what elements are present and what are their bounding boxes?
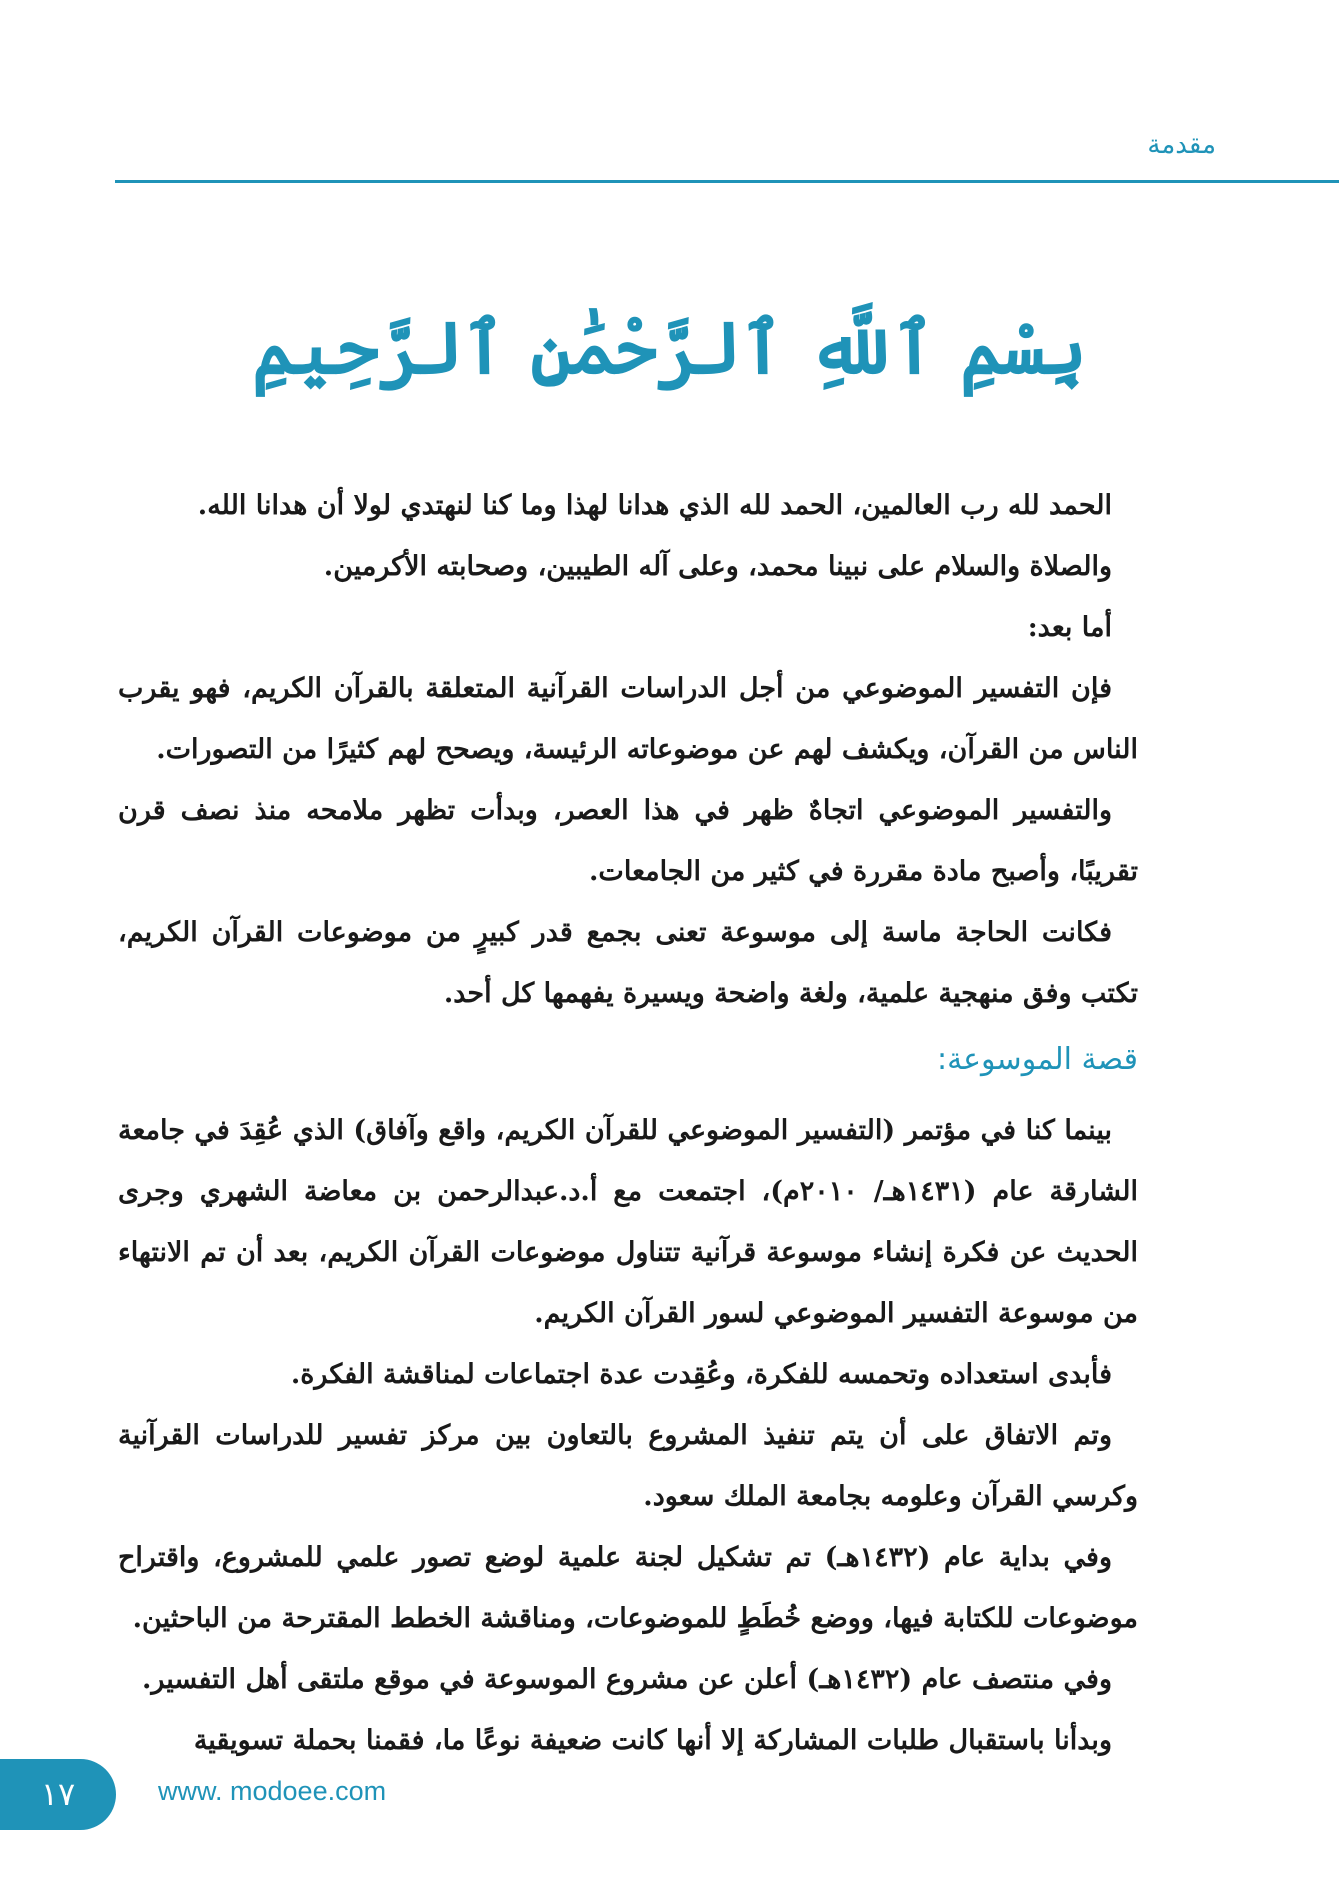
header-divider [115,180,1339,183]
intro-paragraph-3: أما بعد: [1027,612,1112,643]
story-paragraph-5: وفي منتصف عام (١٤٣٢هـ) أعلن عن مشروع الموسوعة في موقع ملتقى أهل التفسير. [141,1664,1112,1695]
section-title: مقدمة [1147,130,1216,160]
website-link[interactable]: www. modoee.com [158,1776,387,1806]
intro-paragraph-2: والصلاة والسلام على نبينا محمد، وعلى آله الطيبين، وصحابته الأكرمين. [323,551,1112,582]
story-paragraph-6: وبدأنا باستقبال طلبات المشاركة إلا أنها كانت ضعيفة نوعًا ما، فقمنا بحملة تسويقية [193,1725,1112,1756]
intro-paragraph-1: الحمد لله رب العالمين، الحمد لله الذي هدانا لهذا وما كنا لنهتدي لولا أن هدانا الله. [197,490,1112,521]
intro-paragraph-6: فكانت الحاجة ماسة إلى موسوعة تعنى بجمع قدر كبيرٍ من موضوعات القرآن الكريم، تكتب وفق منهجية علمية، ولغة واضحة ويسيرة يفهمها كل أحد. [118,917,1138,1009]
page-body [118,475,1138,1771]
basmala-heading: بِسْمِ ٱللَّهِ ٱلرَّحْمَٰنِ ٱلرَّحِيمِ [252,305,1087,390]
intro-paragraph-4: فإن التفسير الموضوعي من أجل الدراسات القرآنية المتعلقة بالقرآن الكريم، فهو يقرب الناس من القرآن، ويكشف لهم عن موضوعاته الرئيسة، ويصحح لهم كثيرًا من التصورات. [118,673,1138,765]
story-paragraph-3: وتم الاتفاق على أن يتم تنفيذ المشروع بالتعاون بين مركز تفسير للدراسات القرآنية وكرسي القرآن وعلومه بجامعة الملك سعود. [118,1420,1138,1512]
intro-paragraph-5: والتفسير الموضوعي اتجاهٌ ظهر في هذا العصر، وبدأت تظهر ملامحه منذ نصف قرن تقريبًا، وأصبح مادة مقررة في كثير من الجامعات. [118,795,1138,887]
story-paragraph-2: فأبدى استعداده وتحمسه للفكرة، وعُقِدت عدة اجتماعات لمناقشة الفكرة. [290,1359,1112,1390]
story-heading: قصة الموسوعة: [936,1042,1138,1077]
story-paragraph-1: بينما كنا في مؤتمر (التفسير الموضوعي للقرآن الكريم، واقع وآفاق) الذي عُقِدَ في جامعة الشارقة عام (١٤٣١هـ/ ٢٠١٠م)، اجتمعت مع أ.د.عبدالرحمن بن معاضة الشهري وجرى الحديث عن فكرة إنشاء موسوعة قرآنية تتناول موضوعات القرآن الكريم، بعد أن تم الانتهاء من موسوعة التفسير الموضوعي لسور القرآن الكريم. [118,1115,1139,1329]
story-paragraph-4: وفي بداية عام (١٤٣٢هـ) تم تشكيل لجنة علمية لوضع تصور علمي للمشروع، واقتراح موضوعات للكتابة فيها، ووضع خُطَطٍ للموضوعات، ومناقشة الخطط المقترحة من الباحثين. [118,1542,1138,1634]
page-number: ١٧ [40,1775,76,1813]
page-number-tab [0,1759,116,1830]
